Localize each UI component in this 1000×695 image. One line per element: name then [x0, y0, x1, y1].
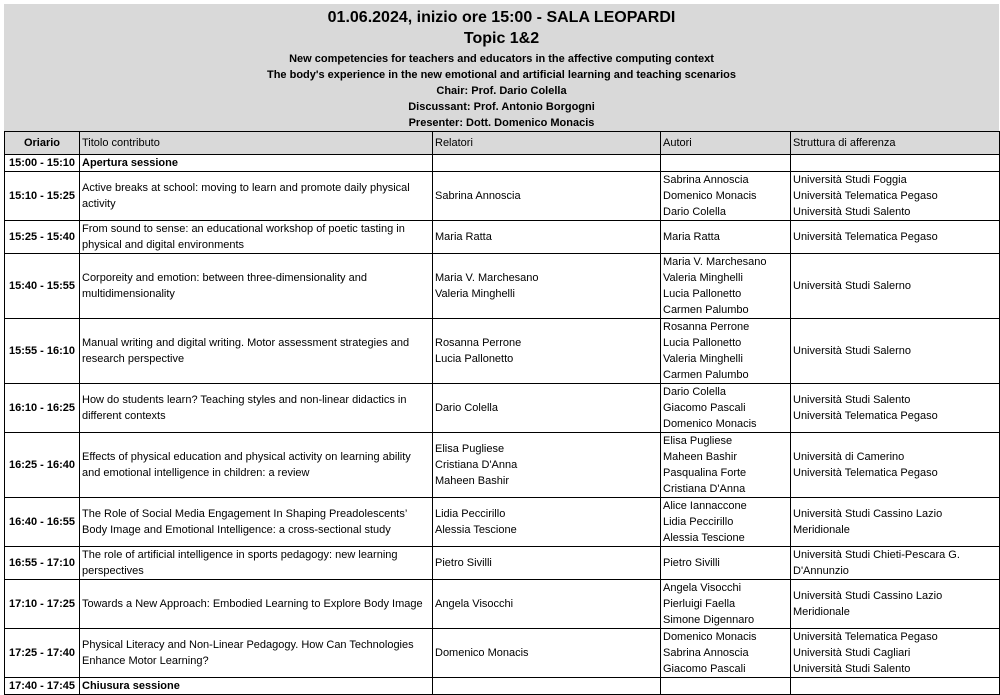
row-struttura — [791, 155, 1000, 172]
relatori-name: Valeria Minghelli — [435, 288, 515, 300]
row-autori — [661, 498, 791, 547]
session-header — [4, 4, 999, 131]
table-row — [5, 319, 1000, 384]
autori-name: Pietro Sivilli — [663, 557, 720, 569]
row-title: Towards a New Approach: Embodied Learning to Explore Body Image — [80, 580, 433, 629]
table-row — [5, 433, 1000, 498]
row-struttura — [791, 580, 1000, 629]
autori-name: Dario Colella — [663, 386, 726, 398]
row-time: 15:40 - 15:55 — [5, 254, 80, 319]
relatori-name: Lidia Peccirillo — [435, 508, 506, 520]
row-autori — [661, 547, 791, 580]
autori-name: Dario Colella — [663, 206, 726, 218]
row-title: How do students learn? Teaching styles and non-linear didactics in different contexts — [80, 384, 433, 433]
row-relatori — [433, 254, 661, 319]
row-struttura — [791, 678, 1000, 695]
autori-name: Pasqualina Forte — [663, 467, 747, 479]
row-title: From sound to sense: an educational workshop of poetic tasting in physical and digital environments — [80, 221, 433, 254]
row-relatori — [433, 384, 661, 433]
row-time: 16:55 - 17:10 — [5, 547, 80, 580]
row-struttura — [791, 319, 1000, 384]
autori-name: Lidia Peccirillo — [663, 516, 734, 528]
session-chair: Chair: Prof. Dario Colella — [436, 85, 567, 97]
autori-name: Sabrina Annoscia — [663, 174, 749, 186]
row-relatori — [433, 547, 661, 580]
row-autori — [661, 384, 791, 433]
autori-name: Maria Ratta — [663, 231, 720, 243]
table-row — [5, 254, 1000, 319]
struttura-name: Università Studi Salento — [793, 663, 911, 675]
row-relatori — [433, 433, 661, 498]
relatori-name: Lucia Pallonetto — [435, 353, 514, 365]
relatori-name: Rosanna Perrone — [435, 337, 522, 349]
relatori-name: Dario Colella — [435, 402, 498, 414]
table-row — [5, 384, 1000, 433]
table-row — [5, 221, 1000, 254]
row-autori — [661, 319, 791, 384]
row-struttura — [791, 384, 1000, 433]
relatori-name: Angela Visocchi — [435, 598, 514, 610]
autori-name: Alice Iannaccone — [663, 500, 747, 512]
relatori-name: Cristiana D'Anna — [435, 459, 518, 471]
row-title: The role of artificial intelligence in sports pedagogy: new learning perspectives — [80, 547, 433, 580]
row-time: 17:25 - 17:40 — [5, 629, 80, 678]
session-subtitle-2: The body's experience in the new emotional and artificial learning and teaching scenarios — [266, 69, 736, 81]
row-relatori — [433, 221, 661, 254]
row-time: 15:25 - 15:40 — [5, 221, 80, 254]
relatori-name: Maria Ratta — [435, 231, 492, 243]
relatori-name: Domenico Monacis — [435, 647, 529, 659]
column-header-relatori: Relatori — [433, 132, 661, 155]
row-relatori — [433, 498, 661, 547]
struttura-name: Università Studi Salento — [793, 394, 911, 406]
schedule-table — [4, 131, 1000, 695]
row-autori — [661, 678, 791, 695]
autori-name: Rosanna Perrone — [663, 321, 750, 333]
row-autori — [661, 221, 791, 254]
autori-name: Elisa Pugliese — [663, 435, 733, 447]
column-header-time: Oriario — [5, 132, 80, 155]
autori-name: Sabrina Annoscia — [663, 647, 749, 659]
row-struttura — [791, 433, 1000, 498]
row-title: The Role of Social Media Engagement In Shaping Preadolescents’ Body Image and Emotional Intelligence: a cross-sectional study — [80, 498, 433, 547]
row-title: Active breaks at school: moving to learn and promote daily physical activity — [80, 172, 433, 221]
row-autori — [661, 172, 791, 221]
struttura-name: Università Studi Salerno — [793, 345, 912, 357]
row-title: Corporeity and emotion: between three-dimensionality and multidimensionality — [80, 254, 433, 319]
session-title: 01.06.2024, inizio ore 15:00 - SALA LEOPARDI — [327, 9, 676, 26]
struttura-name: Università Studi Cagliari — [793, 647, 911, 659]
relatori-name: Elisa Pugliese — [435, 443, 505, 455]
autori-name: Carmen Palumbo — [663, 369, 749, 381]
row-struttura — [791, 172, 1000, 221]
autori-name: Alessia Tescione — [663, 532, 745, 544]
struttura-name: Università Studi Salento — [793, 206, 911, 218]
autori-name: Carmen Palumbo — [663, 304, 749, 316]
struttura-name: Università Telematica Pegaso — [793, 410, 938, 422]
autori-name: Giacomo Pascali — [663, 663, 746, 675]
table-row — [5, 547, 1000, 580]
row-time: 16:40 - 16:55 — [5, 498, 80, 547]
session-topic: Topic 1&2 — [463, 30, 540, 47]
row-time: 17:40 - 17:45 — [5, 678, 80, 695]
row-title: Chiusura sessione — [80, 678, 433, 695]
row-time: 15:00 - 15:10 — [5, 155, 80, 172]
autori-name: Lucia Pallonetto — [663, 288, 742, 300]
row-relatori — [433, 678, 661, 695]
struttura-name: Università Studi Cassino Lazio Meridionale — [793, 508, 943, 536]
relatori-name: Pietro Sivilli — [435, 557, 492, 569]
table-header-row — [5, 132, 1000, 155]
row-struttura — [791, 498, 1000, 547]
table-row — [5, 498, 1000, 547]
row-autori — [661, 254, 791, 319]
row-relatori — [433, 629, 661, 678]
row-autori — [661, 155, 791, 172]
row-time: 15:10 - 15:25 — [5, 172, 80, 221]
row-title: Apertura sessione — [80, 155, 433, 172]
row-title: Effects of physical education and physical activity on learning ability and emotional intelligence in children: a review — [80, 433, 433, 498]
autori-name: Pierluigi Faella — [663, 598, 736, 610]
struttura-name: Università Studi Cassino Lazio Meridionale — [793, 590, 943, 618]
table-row — [5, 678, 1000, 695]
autori-name: Domenico Monacis — [663, 631, 757, 643]
struttura-name: Università Telematica Pegaso — [793, 467, 938, 479]
table-row — [5, 629, 1000, 678]
struttura-name: Università Telematica Pegaso — [793, 631, 938, 643]
row-title: Physical Literacy and Non-Linear Pedagogy. How Can Technologies Enhance Motor Learning? — [80, 629, 433, 678]
struttura-name: Università Studi Foggia — [793, 174, 907, 186]
relatori-name: Alessia Tescione — [435, 524, 517, 536]
autori-name: Valeria Minghelli — [663, 272, 743, 284]
row-struttura — [791, 547, 1000, 580]
autori-name: Lucia Pallonetto — [663, 337, 742, 349]
row-time: 16:25 - 16:40 — [5, 433, 80, 498]
row-time: 16:10 - 16:25 — [5, 384, 80, 433]
relatori-name: Sabrina Annoscia — [435, 190, 521, 202]
row-relatori — [433, 319, 661, 384]
row-struttura — [791, 629, 1000, 678]
row-title: Manual writing and digital writing. Motor assessment strategies and research perspective — [80, 319, 433, 384]
autori-name: Giacomo Pascali — [663, 402, 746, 414]
autori-name: Maheen Bashir — [663, 451, 737, 463]
session-presenter: Presenter: Dott. Domenico Monacis — [408, 117, 595, 129]
autori-name: Maria V. Marchesano — [663, 256, 767, 268]
autori-name: Simone Digennaro — [663, 614, 755, 626]
struttura-name: Università Studi Chieti-Pescara G. D'Annunzio — [793, 549, 960, 577]
row-time: 15:55 - 16:10 — [5, 319, 80, 384]
table-row — [5, 155, 1000, 172]
row-time: 17:10 - 17:25 — [5, 580, 80, 629]
row-relatori — [433, 580, 661, 629]
struttura-name: Università di Camerino — [793, 451, 905, 463]
session-discussant: Discussant: Prof. Antonio Borgogni — [408, 101, 595, 113]
struttura-name: Università Telematica Pegaso — [793, 231, 938, 243]
table-row — [5, 172, 1000, 221]
autori-name: Cristiana D'Anna — [663, 483, 746, 495]
autori-name: Angela Visocchi — [663, 582, 742, 594]
relatori-name: Maheen Bashir — [435, 475, 509, 487]
session-subtitle-1: New competencies for teachers and educators in the affective computing context — [289, 53, 714, 65]
column-header-struttura: Struttura di afferenza — [791, 132, 1000, 155]
row-struttura — [791, 221, 1000, 254]
autori-name: Domenico Monacis — [663, 418, 757, 430]
column-header-autori: Autori — [661, 132, 791, 155]
row-relatori — [433, 155, 661, 172]
column-header-title: Titolo contributo — [80, 132, 433, 155]
table-row — [5, 580, 1000, 629]
row-relatori — [433, 172, 661, 221]
relatori-name: Maria V. Marchesano — [435, 272, 539, 284]
row-autori — [661, 433, 791, 498]
struttura-name: Università Telematica Pegaso — [793, 190, 938, 202]
row-autori — [661, 580, 791, 629]
autori-name: Domenico Monacis — [663, 190, 757, 202]
row-autori — [661, 629, 791, 678]
row-struttura — [791, 254, 1000, 319]
autori-name: Valeria Minghelli — [663, 353, 743, 365]
struttura-name: Università Studi Salerno — [793, 280, 912, 292]
